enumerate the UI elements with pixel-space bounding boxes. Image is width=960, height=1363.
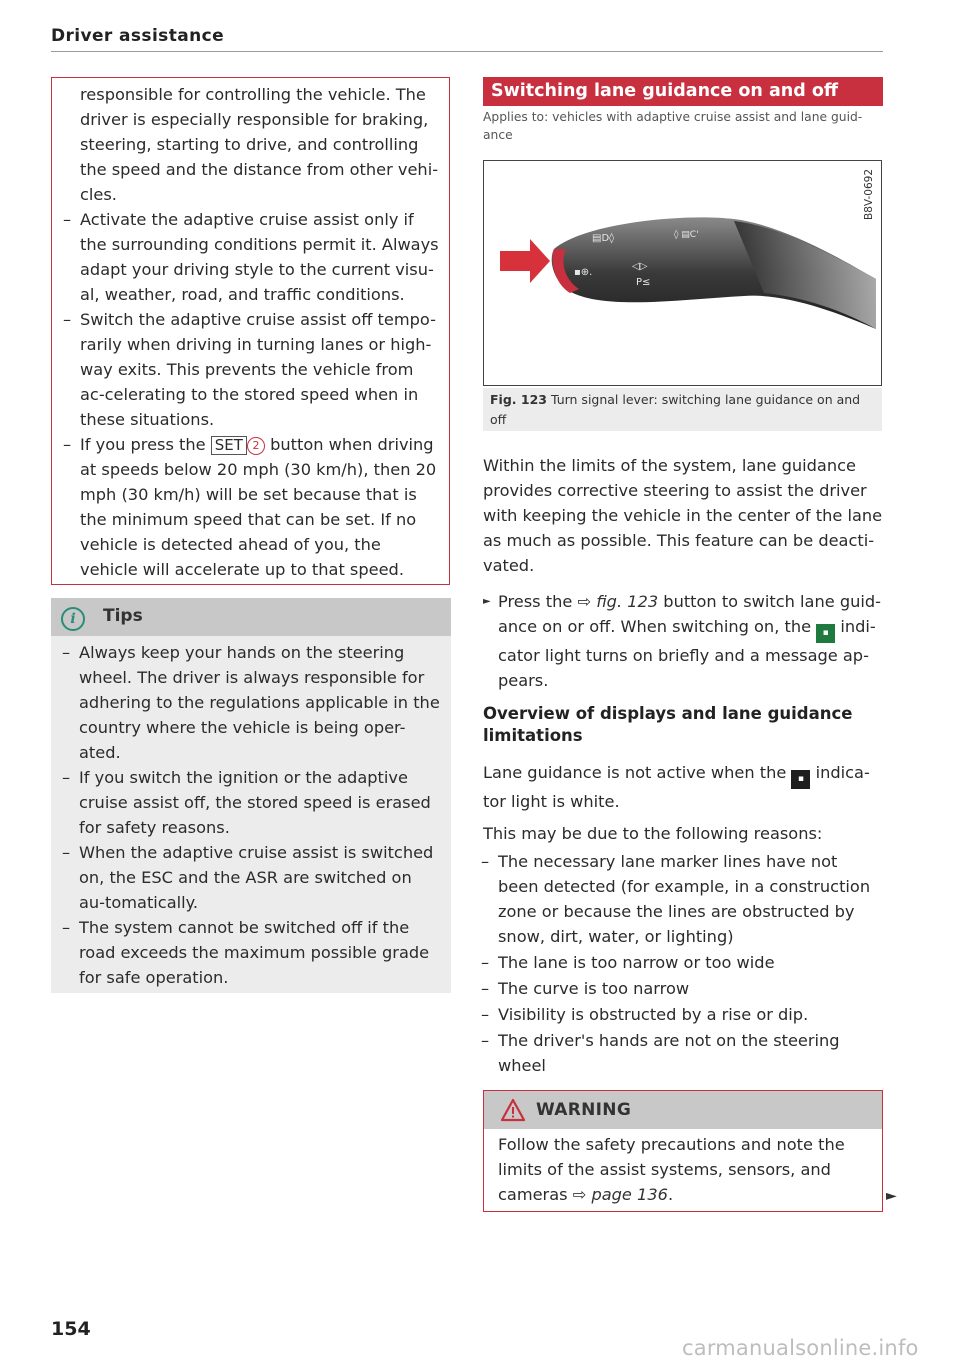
warning-header bbox=[484, 1091, 882, 1129]
tips-title: Tips bbox=[103, 606, 143, 626]
reason-item: – The curve is too narrow bbox=[471, 976, 881, 1001]
warning-item: – Switch the adaptive cruise assist off tempo-rarily when driving in turning lanes or high-way exits. This prevents the vehicle from ac-celerating to the stored speed when in these situations. bbox=[53, 307, 443, 432]
inactive-paragraph: Lane guidance is not active when the ▪ indica-tor light is white. bbox=[483, 763, 870, 811]
info-icon: i bbox=[61, 607, 85, 631]
lever-label-turn: ◁▷ bbox=[632, 261, 648, 272]
lane-guidance-white-indicator-icon: ▪ bbox=[791, 770, 810, 789]
figure-caption: Fig. 123 Turn signal lever: switching lane guidance on and off bbox=[483, 388, 882, 431]
applies-to-note: Applies to: vehicles with adaptive cruise assist and lane guid-ance bbox=[483, 110, 863, 142]
section-title: Switching lane guidance on and off bbox=[483, 77, 883, 106]
reason-item: – The lane is too narrow or too wide bbox=[471, 950, 881, 975]
callout-number: 2 bbox=[247, 437, 265, 455]
reason-item: – The driver's hands are not on the steering wheel bbox=[471, 1028, 881, 1078]
set-key-label: SET bbox=[211, 436, 247, 455]
warning-item-set: – If you press the SET 2 button when driving at speeds below 20 mph (30 km/h), then 20 mph (30 km/h) will be set because that is the minimum speed that can be set. If no vehicle is detected ahead of you, the vehicle will accelerate up to that speed. bbox=[53, 432, 443, 582]
tips-item: – If you switch the ignition or the adaptive cruise assist off, the stored speed is erased for safety reasons. bbox=[52, 765, 442, 840]
continue-arrow-icon: ► bbox=[886, 1188, 897, 1204]
warning-lead-text: responsible for controlling the vehicle. The driver is especially responsible for braking, steering, starting to drive, and controlling the speed and the distance from other vehi-cles. bbox=[80, 85, 439, 204]
intro-paragraph: Within the limits of the system, lane guidance provides corrective steering to assist the driver with keeping the vehicle in the center of the lane as much as possible. This feature can be deacti-vated. bbox=[483, 456, 883, 575]
tips-item: – The system cannot be switched off if the road exceeds the maximum possible grade for safe operation. bbox=[52, 915, 442, 990]
tips-header bbox=[51, 598, 451, 636]
header-divider bbox=[51, 51, 883, 52]
page-number: 154 bbox=[51, 1318, 91, 1340]
tips-box bbox=[51, 598, 451, 993]
figure-reference-link[interactable]: ⇨ fig. 123 bbox=[577, 592, 659, 611]
warning-box bbox=[483, 1090, 883, 1212]
instruction-step: ► Press the ⇨ fig. 123 button to switch lane guid-ance on or off. When switching on, the ▪ indi-cator light turns on briefly and a message ap-pears. bbox=[483, 589, 898, 693]
figure-id: B8V-0692 bbox=[863, 169, 875, 220]
tips-item: – Always keep your hands on the steering wheel. The driver is always responsible for adhering to the regulations applicable in the country where the vehicle is being oper-ated. bbox=[52, 640, 442, 765]
tips-item: – When the adaptive cruise assist is switched on, the ESC and the ASR are switched on au-tomatically. bbox=[52, 840, 442, 915]
lever-label-park: P≤ bbox=[636, 277, 651, 288]
lane-guidance-green-indicator-icon: ▪ bbox=[816, 624, 835, 643]
lever-label-light: ▤D◊ bbox=[592, 233, 615, 244]
warning-continuation-box bbox=[51, 77, 450, 585]
warning-item: – Activate the adaptive cruise assist only if the surrounding conditions permit it. Always adapt your driving style to the current visu-al, weather, road, and traffic conditions. bbox=[53, 207, 443, 307]
warning-body: Follow the safety precautions and note the limits of the assist systems, sensors, and cameras ⇨ page 136. bbox=[498, 1135, 845, 1204]
reason-item: – The necessary lane marker lines have not been detected (for example, in a construction zone or because the lines are obstructed by snow, dirt, water, or lighting) bbox=[471, 849, 881, 949]
page-header-title: Driver assistance bbox=[51, 26, 224, 46]
overview-heading: Overview of displays and lane guidance limitations bbox=[483, 704, 853, 745]
watermark: carmanualsonline.info bbox=[682, 1336, 919, 1360]
page-reference-link[interactable]: ⇨ page 136 bbox=[572, 1185, 668, 1204]
reason-item: – Visibility is obstructed by a rise or dip. bbox=[471, 1002, 881, 1027]
lever-label-beam: ◊ ▤C' bbox=[674, 230, 699, 240]
arrow-icon bbox=[500, 239, 550, 283]
figure-turn-signal-lever bbox=[483, 160, 882, 386]
lever-illustration bbox=[484, 161, 881, 385]
warning-title: WARNING bbox=[536, 1100, 632, 1120]
reasons-intro: This may be due to the following reasons: bbox=[483, 824, 823, 843]
lever-label-lane: ▪⊕. bbox=[574, 267, 593, 278]
warning-triangle-icon bbox=[500, 1098, 526, 1122]
